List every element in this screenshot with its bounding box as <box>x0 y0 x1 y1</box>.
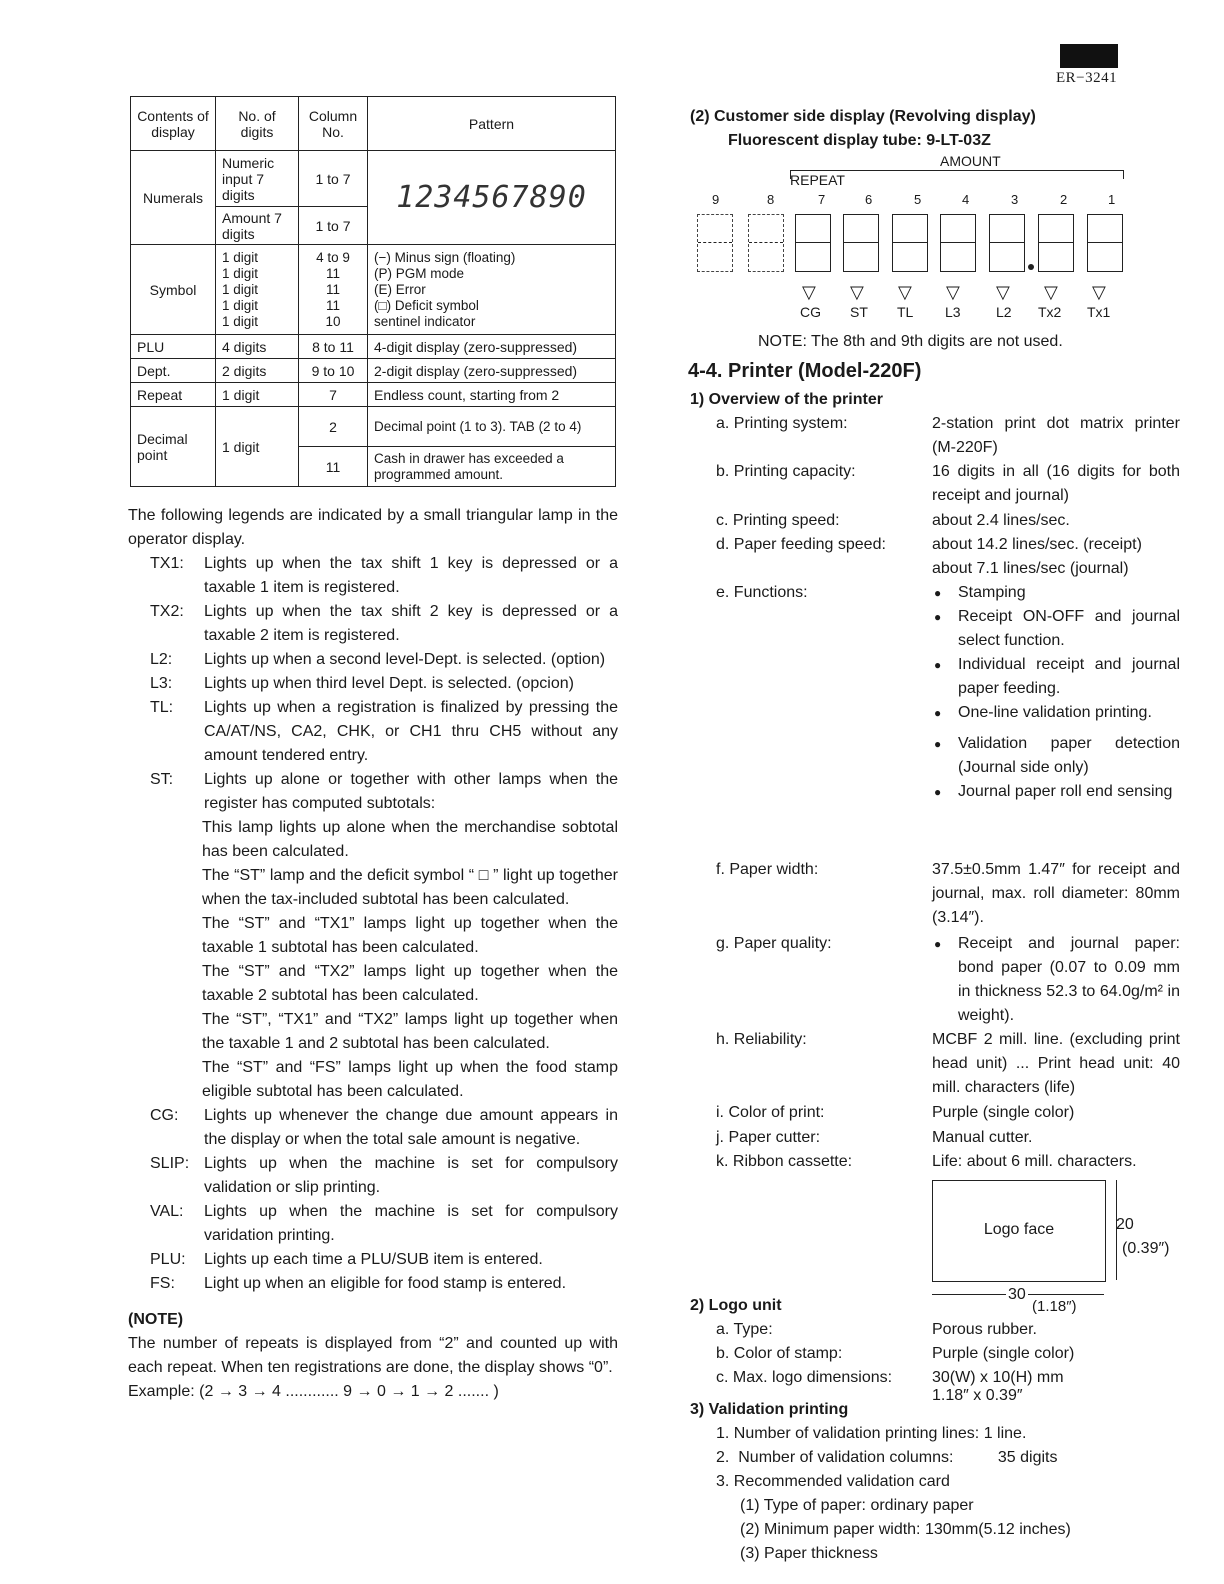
dimension-width: 30 <box>1008 1286 1026 1303</box>
header-logo-block <box>1060 44 1118 68</box>
digit-number-8: 8 <box>767 192 775 207</box>
legend-intro: The following legends are indicated by a small triangular lamp in the operator display. <box>128 507 618 548</box>
legend-text: Lights up each time a PLU/SUB item is entered. <box>204 1251 543 1268</box>
legend-key: ST: <box>150 771 174 788</box>
legend-list <box>128 552 618 816</box>
legend-key: L2: <box>150 651 173 668</box>
lamp-triangle: ▽ <box>802 282 816 302</box>
legend-key: PLU: <box>150 1251 186 1268</box>
legend-key: VAL: <box>150 1203 184 1220</box>
function-item: ● Journal paper roll end sensing <box>932 780 1180 804</box>
spec-label-printing-system: a. Printing system: <box>716 415 848 432</box>
st-paragraphs <box>128 816 618 1104</box>
legend-list-2 <box>128 1104 618 1296</box>
validation-item-1: 1. Number of validation printing lines: 1 line. <box>716 1425 1027 1442</box>
display-digit-9 <box>697 214 733 272</box>
lamp-label-l3: L3 <box>945 304 961 320</box>
lamp-triangle: ▽ <box>1044 282 1058 302</box>
legend-text: Lights up when the machine is set for compulsory varidation printing. <box>204 1203 618 1244</box>
functions-list <box>932 581 1180 804</box>
digit-number-1: 1 <box>1108 192 1116 207</box>
plu-digits: 4 digits <box>216 335 299 359</box>
repeat-label: Repeat <box>131 383 216 407</box>
left-column <box>128 504 618 1404</box>
ribbon-value: Life: about 6 mill. characters. <box>932 1153 1137 1170</box>
dept-digits: 2 digits <box>216 359 299 383</box>
cutter-label: j. Paper cutter: <box>716 1129 821 1146</box>
amount-label: AMOUNT <box>940 153 1001 169</box>
display-digit-3 <box>989 214 1025 272</box>
customer-display-title: (2) Customer side display (Revolving display) <box>690 108 1036 125</box>
legend-text: Lights up when third level Dept. is selected. (opcion) <box>204 675 574 692</box>
logo-color-label: b. Color of stamp: <box>716 1345 843 1362</box>
numerals-pattern: 1234567890 <box>368 151 616 245</box>
validation-sub-3: (3) Paper thickness <box>740 1545 878 1562</box>
legend-item <box>128 1200 618 1248</box>
spec-label-printing-capacity: b. Printing capacity: <box>716 463 856 480</box>
repeat-column: 7 <box>299 383 368 407</box>
header-column: Column No. <box>299 97 368 151</box>
digit-number-6: 6 <box>865 192 873 207</box>
legend-item <box>128 1152 618 1200</box>
spec-label-feed-speed: d. Paper feeding speed: <box>716 536 886 553</box>
validation-item-3: 3. Recommended validation card <box>716 1473 950 1490</box>
symbol-label: Symbol <box>131 245 216 335</box>
st-paragraph: The “ST” and “TX2” lamps light up together when the taxable 2 subtotal has been calculated. <box>202 963 618 1004</box>
numerals-column-1: 1 to 7 <box>299 151 368 207</box>
decimal-pattern-2: Cash in drawer has exceeded a programmed amount. <box>368 447 616 487</box>
validation-item-2: 2. Number of validation columns: 35 digits <box>716 1449 1058 1466</box>
lamp-triangle: ▽ <box>946 282 960 302</box>
st-paragraph: The “ST” and “TX1” lamps light up together when the taxable 1 subtotal has been calculated. <box>202 915 618 956</box>
digit-number-4: 4 <box>962 192 970 207</box>
st-paragraph: This lamp lights up alone when the merchandise sobtotal has been calculated. <box>202 819 618 860</box>
function-item: ● Individual receipt and journal paper feeding. <box>932 653 1180 701</box>
logo-unit-title: 2) Logo unit <box>690 1297 782 1314</box>
decimal-pattern-1: Decimal point (1 to 3). TAB (2 to 4) <box>368 407 616 447</box>
cutter-value: Manual cutter. <box>932 1129 1033 1146</box>
lamp-label-cg: CG <box>800 304 821 320</box>
customer-display-sub: Fluorescent display tube: 9-LT-03Z <box>728 132 991 149</box>
decimal-dot <box>1028 264 1034 270</box>
decimal-digits: 1 digit <box>216 407 299 487</box>
header-digits: No. of digits <box>216 97 299 151</box>
repeat-digits: 1 digit <box>216 383 299 407</box>
legend-text: Lights up alone or together with other lamps when the register has computed subtotals: <box>204 771 618 812</box>
spec-value-printing-speed: about 2.4 lines/sec. <box>932 512 1070 529</box>
display-contents-table <box>130 96 616 487</box>
decimal-label: Decimal point <box>131 407 216 487</box>
spec-value-printing-capacity: 16 digits in all (16 digits for both receipt and journal) <box>932 463 1180 504</box>
spec-value-feed-speed-journal: about 7.1 lines/sec (journal) <box>932 560 1129 577</box>
st-paragraph: The “ST” lamp and the deficit symbol “ □ ” light up together when the tax-included subtotal has been calculated. <box>202 867 618 908</box>
paper-width-value: 37.5±0.5mm 1.47″ for receipt and journal, max. roll diameter: 80mm (3.14″). <box>932 861 1180 926</box>
legend-item <box>128 1248 618 1272</box>
dimension-height: 20 <box>1116 1216 1134 1233</box>
legend-key: SLIP: <box>150 1155 190 1172</box>
color-label: i. Color of print: <box>716 1104 825 1121</box>
paper-quality-value: ● Receipt and journal paper: bond paper (0.07 to 0.09 mm in thickness 52.3 to 64.0g/m² in weight). <box>932 932 1180 1028</box>
numerals-digits-1: Numeric input 7 digits <box>216 151 299 207</box>
numerals-label: Numerals <box>131 151 216 245</box>
digit-number-9: 9 <box>712 192 720 207</box>
legend-text: Light up when an eligible for food stamp is entered. <box>204 1275 567 1292</box>
display-digit-4 <box>940 214 976 272</box>
symbol-patterns: (−) Minus sign (floating) (P) PGM mode (E) Error (□) Deficit symbol sentinel indicator <box>368 245 616 335</box>
lamp-label-l2: L2 <box>996 304 1012 320</box>
display-digit-8 <box>748 214 784 272</box>
display-digit-2 <box>1038 214 1074 272</box>
legend-item <box>128 672 618 696</box>
logo-dim-inch: 1.18″ x 0.39″ <box>932 1387 1023 1404</box>
plu-pattern: 4-digit display (zero-suppressed) <box>368 335 616 359</box>
validation-title: 3) Validation printing <box>690 1401 849 1418</box>
numerals-digits-2: Amount 7 digits <box>216 207 299 245</box>
paper-quality-label: g. Paper quality: <box>716 935 832 952</box>
digit-number-2: 2 <box>1060 192 1068 207</box>
lamp-label-tx2: Tx2 <box>1038 304 1062 320</box>
note-text: The number of repeats is displayed from “2” and counted up with each repeat. When ten registrations are done, the display shows “0”. <box>128 1335 618 1376</box>
legend-text: Lights up when a second level-Dept. is selected. (option) <box>204 651 606 668</box>
plu-label: PLU <box>131 335 216 359</box>
display-digit-7 <box>795 214 831 272</box>
legend-key: CG: <box>150 1107 179 1124</box>
lamp-label-tl: TL <box>897 304 914 320</box>
logo-dim-value: 30(W) x 10(H) mm <box>932 1369 1064 1386</box>
header-contents: Contents of display <box>131 97 216 151</box>
model-code: ER−3241 <box>1056 70 1118 86</box>
decimal-column-2: 11 <box>299 447 368 487</box>
legend-text: Lights up when a registration is finalized by pressing the CA/AT/NS, CA2, CHK, or CH1 thru CH5 without any amount tendered entry. <box>204 699 618 764</box>
dept-column: 9 to 10 <box>299 359 368 383</box>
legend-item <box>128 648 618 672</box>
spec-value-printing-system: 2-station print dot matrix printer (M-220F) <box>932 415 1180 456</box>
digit-number-5: 5 <box>914 192 922 207</box>
lamp-triangle: ▽ <box>898 282 912 302</box>
example-text: Example: (2 → 3 → 4 ............ 9 → 0 → 1 → 2 ....... ) <box>128 1383 499 1400</box>
dept-pattern: 2-digit display (zero-suppressed) <box>368 359 616 383</box>
legend-text: Lights up whenever the change due amount appears in the display or when the total sale amount is negative. <box>204 1107 618 1148</box>
header-pattern: Pattern <box>368 97 616 151</box>
function-item: ● Validation paper detection (Journal side only) <box>932 732 1180 780</box>
legend-item <box>128 1272 618 1296</box>
overview-title: 1) Overview of the printer <box>690 391 883 408</box>
numerals-column-2: 1 to 7 <box>299 207 368 245</box>
ribbon-label: k. Ribbon cassette: <box>716 1153 853 1170</box>
logo-type-value: Porous rubber. <box>932 1321 1037 1338</box>
lamp-triangle: ▽ <box>1092 282 1106 302</box>
legend-item <box>128 552 618 600</box>
legend-text: Lights up when the tax shift 2 key is depressed or a taxable 2 item is registered. <box>204 603 618 644</box>
legend-item <box>128 768 618 816</box>
display-digit-1 <box>1087 214 1123 272</box>
paper-width-label: f. Paper width: <box>716 861 819 878</box>
functions-label: e. Functions: <box>716 584 808 601</box>
lamp-triangle: ▽ <box>996 282 1010 302</box>
note-title: (NOTE) <box>128 1311 184 1328</box>
logo-type-label: a. Type: <box>716 1321 773 1338</box>
symbol-columns: 4 to 9 11 11 11 10 <box>299 245 368 335</box>
dept-label: Dept. <box>131 359 216 383</box>
function-item: ● Stamping <box>932 581 1180 605</box>
lamp-label-st: ST <box>850 304 868 320</box>
repeat-pattern: Endless count, starting from 2 <box>368 383 616 407</box>
logo-face-box <box>932 1180 1106 1282</box>
repeat-label: REPEAT <box>790 172 845 188</box>
st-paragraph: The “ST”, “TX1” and “TX2” lamps light up together when the taxable 1 and 2 subtotal has been calculated. <box>202 1011 618 1052</box>
legend-item <box>128 600 618 648</box>
dimension-width-inch: (1.18″) <box>1032 1298 1077 1315</box>
validation-sub-2: (2) Minimum paper width: 130mm(5.12 inches) <box>740 1521 1071 1538</box>
digit-number-3: 3 <box>1011 192 1019 207</box>
decimal-column-1: 2 <box>299 407 368 447</box>
digit-number-7: 7 <box>818 192 826 207</box>
legend-key: TX2: <box>150 603 184 620</box>
legend-key: L3: <box>150 675 173 692</box>
legend-text: Lights up when the machine is set for compulsory validation or slip printing. <box>204 1155 618 1196</box>
lamp-triangle: ▽ <box>850 282 864 302</box>
logo-face-label: Logo face <box>983 1221 1055 1238</box>
reliability-value: MCBF 2 mill. line. (excluding print head unit) ... Print head unit: 40 mill. characters (life) <box>932 1031 1180 1096</box>
legend-item <box>128 1104 618 1152</box>
legend-key: TX1: <box>150 555 184 572</box>
legend-key: TL: <box>150 699 174 716</box>
plu-column: 8 to 11 <box>299 335 368 359</box>
legend-text: Lights up when the tax shift 1 key is depressed or a taxable 1 item is registered. <box>204 555 618 596</box>
dimension-height-inch: (0.39″) <box>1122 1240 1170 1257</box>
symbol-digits: 1 digit 1 digit 1 digit 1 digit 1 digit <box>216 245 299 335</box>
section-title: 4-4. Printer (Model-220F) <box>688 360 922 382</box>
display-note: NOTE: The 8th and 9th digits are not used. <box>758 333 1063 350</box>
logo-dim-label: c. Max. logo dimensions: <box>716 1369 893 1386</box>
logo-color-value: Purple (single color) <box>932 1345 1075 1362</box>
validation-sub-1: (1) Type of paper: ordinary paper <box>740 1497 974 1514</box>
lamp-label-tx1: Tx1 <box>1087 304 1111 320</box>
legend-item <box>128 696 618 768</box>
reliability-label: h. Reliability: <box>716 1031 807 1048</box>
function-item: ● Receipt ON-OFF and journal select function. <box>932 605 1180 653</box>
display-digit-6 <box>843 214 879 272</box>
st-paragraph: The “ST” and “FS” lamps light up when the food stamp eligible subtotal has been calculated. <box>202 1059 618 1100</box>
spec-value-feed-speed: about 14.2 lines/sec. (receipt) <box>932 536 1142 553</box>
legend-key: FS: <box>150 1275 175 1292</box>
function-item: ● One-line validation printing. <box>932 701 1180 725</box>
color-value: Purple (single color) <box>932 1104 1075 1121</box>
spec-label-printing-speed: c. Printing speed: <box>716 512 840 529</box>
display-digit-5 <box>892 214 928 272</box>
